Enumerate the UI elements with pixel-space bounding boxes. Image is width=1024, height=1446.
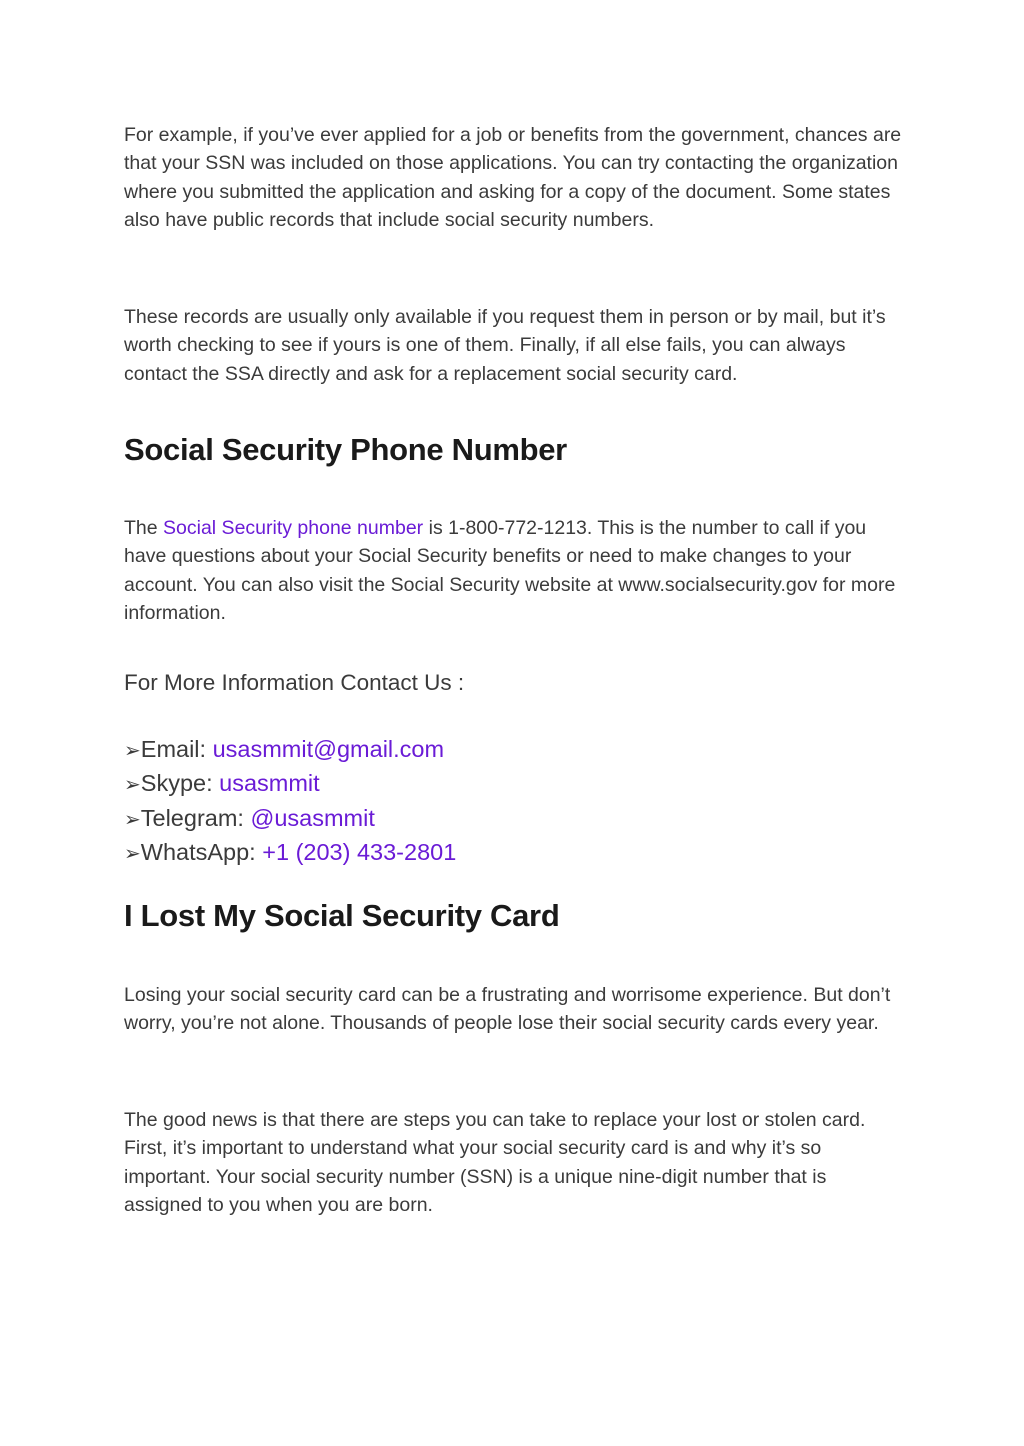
lost-card-paragraph-1: Losing your social security card can be a frustrating and worrisome experience. But don’t worry, you’re not alone. Thousands of people lose their social security cards every year. bbox=[124, 984, 891, 1035]
contact-list bbox=[124, 733, 456, 870]
skype-link[interactable]: usasmmit bbox=[219, 770, 320, 797]
intro-paragraph-1: For example, if you’ve ever applied for a job or benefits from the government, chances are that your SSN was included on those applications. You can try contacting the organization where you submitted the application and asking for a copy of the document. Some states also have public records that include social security numbers. bbox=[124, 124, 902, 232]
contact-item-telegram bbox=[124, 802, 456, 836]
arrow-icon: ➢ bbox=[124, 806, 141, 831]
phone-paragraph-prefix: The bbox=[124, 517, 164, 539]
heading-lost-social-security-card: I Lost My Social Security Card bbox=[124, 898, 560, 933]
contact-item-email bbox=[124, 733, 456, 767]
arrow-icon: ➢ bbox=[124, 840, 141, 865]
contact-item-skype bbox=[124, 767, 456, 801]
contact-label: WhatsApp: bbox=[140, 838, 263, 865]
lost-card-paragraph-2: The good news is that there are steps you can take to replace your lost or stolen card. First, it’s important to understand what your social security card is and why it’s so important. Your social security number (SSN) is a unique nine-digit number that is assigned to you when you are born. bbox=[124, 1109, 866, 1217]
contact-item-whatsapp bbox=[124, 836, 456, 870]
email-link[interactable]: usasmmit@gmail.com bbox=[212, 736, 445, 762]
phone-paragraph-suffix: is 1-800-772-1213. This is the number to call if you have questions about your Social Security benefits or need to make changes to your account. You can also visit the Social Security website at www.socialsecurity.gov for more information. bbox=[124, 517, 896, 625]
phone-number-paragraph bbox=[124, 514, 904, 628]
contact-label: Skype: bbox=[140, 770, 220, 797]
contact-label: Telegram: bbox=[140, 804, 251, 831]
telegram-link[interactable]: @usasmmit bbox=[250, 804, 375, 831]
contact-title: For More Information Contact Us : bbox=[124, 670, 465, 695]
heading-social-security-phone-number: Social Security Phone Number bbox=[124, 432, 567, 467]
contact-label: Email: bbox=[140, 736, 213, 762]
intro-paragraph-2: These records are usually only available if you request them in person or by mail, but it’s worth checking to see if yours is one of them. Finally, if all else fails, you can always contact the SSA directly and ask for a replacement social security card. bbox=[124, 306, 886, 385]
arrow-icon: ➢ bbox=[124, 772, 141, 797]
social-security-phone-number-link[interactable]: Social Security phone number bbox=[163, 517, 424, 539]
arrow-icon: ➢ bbox=[124, 738, 141, 762]
whatsapp-link[interactable]: +1 (203) 433-2801 bbox=[262, 838, 457, 865]
